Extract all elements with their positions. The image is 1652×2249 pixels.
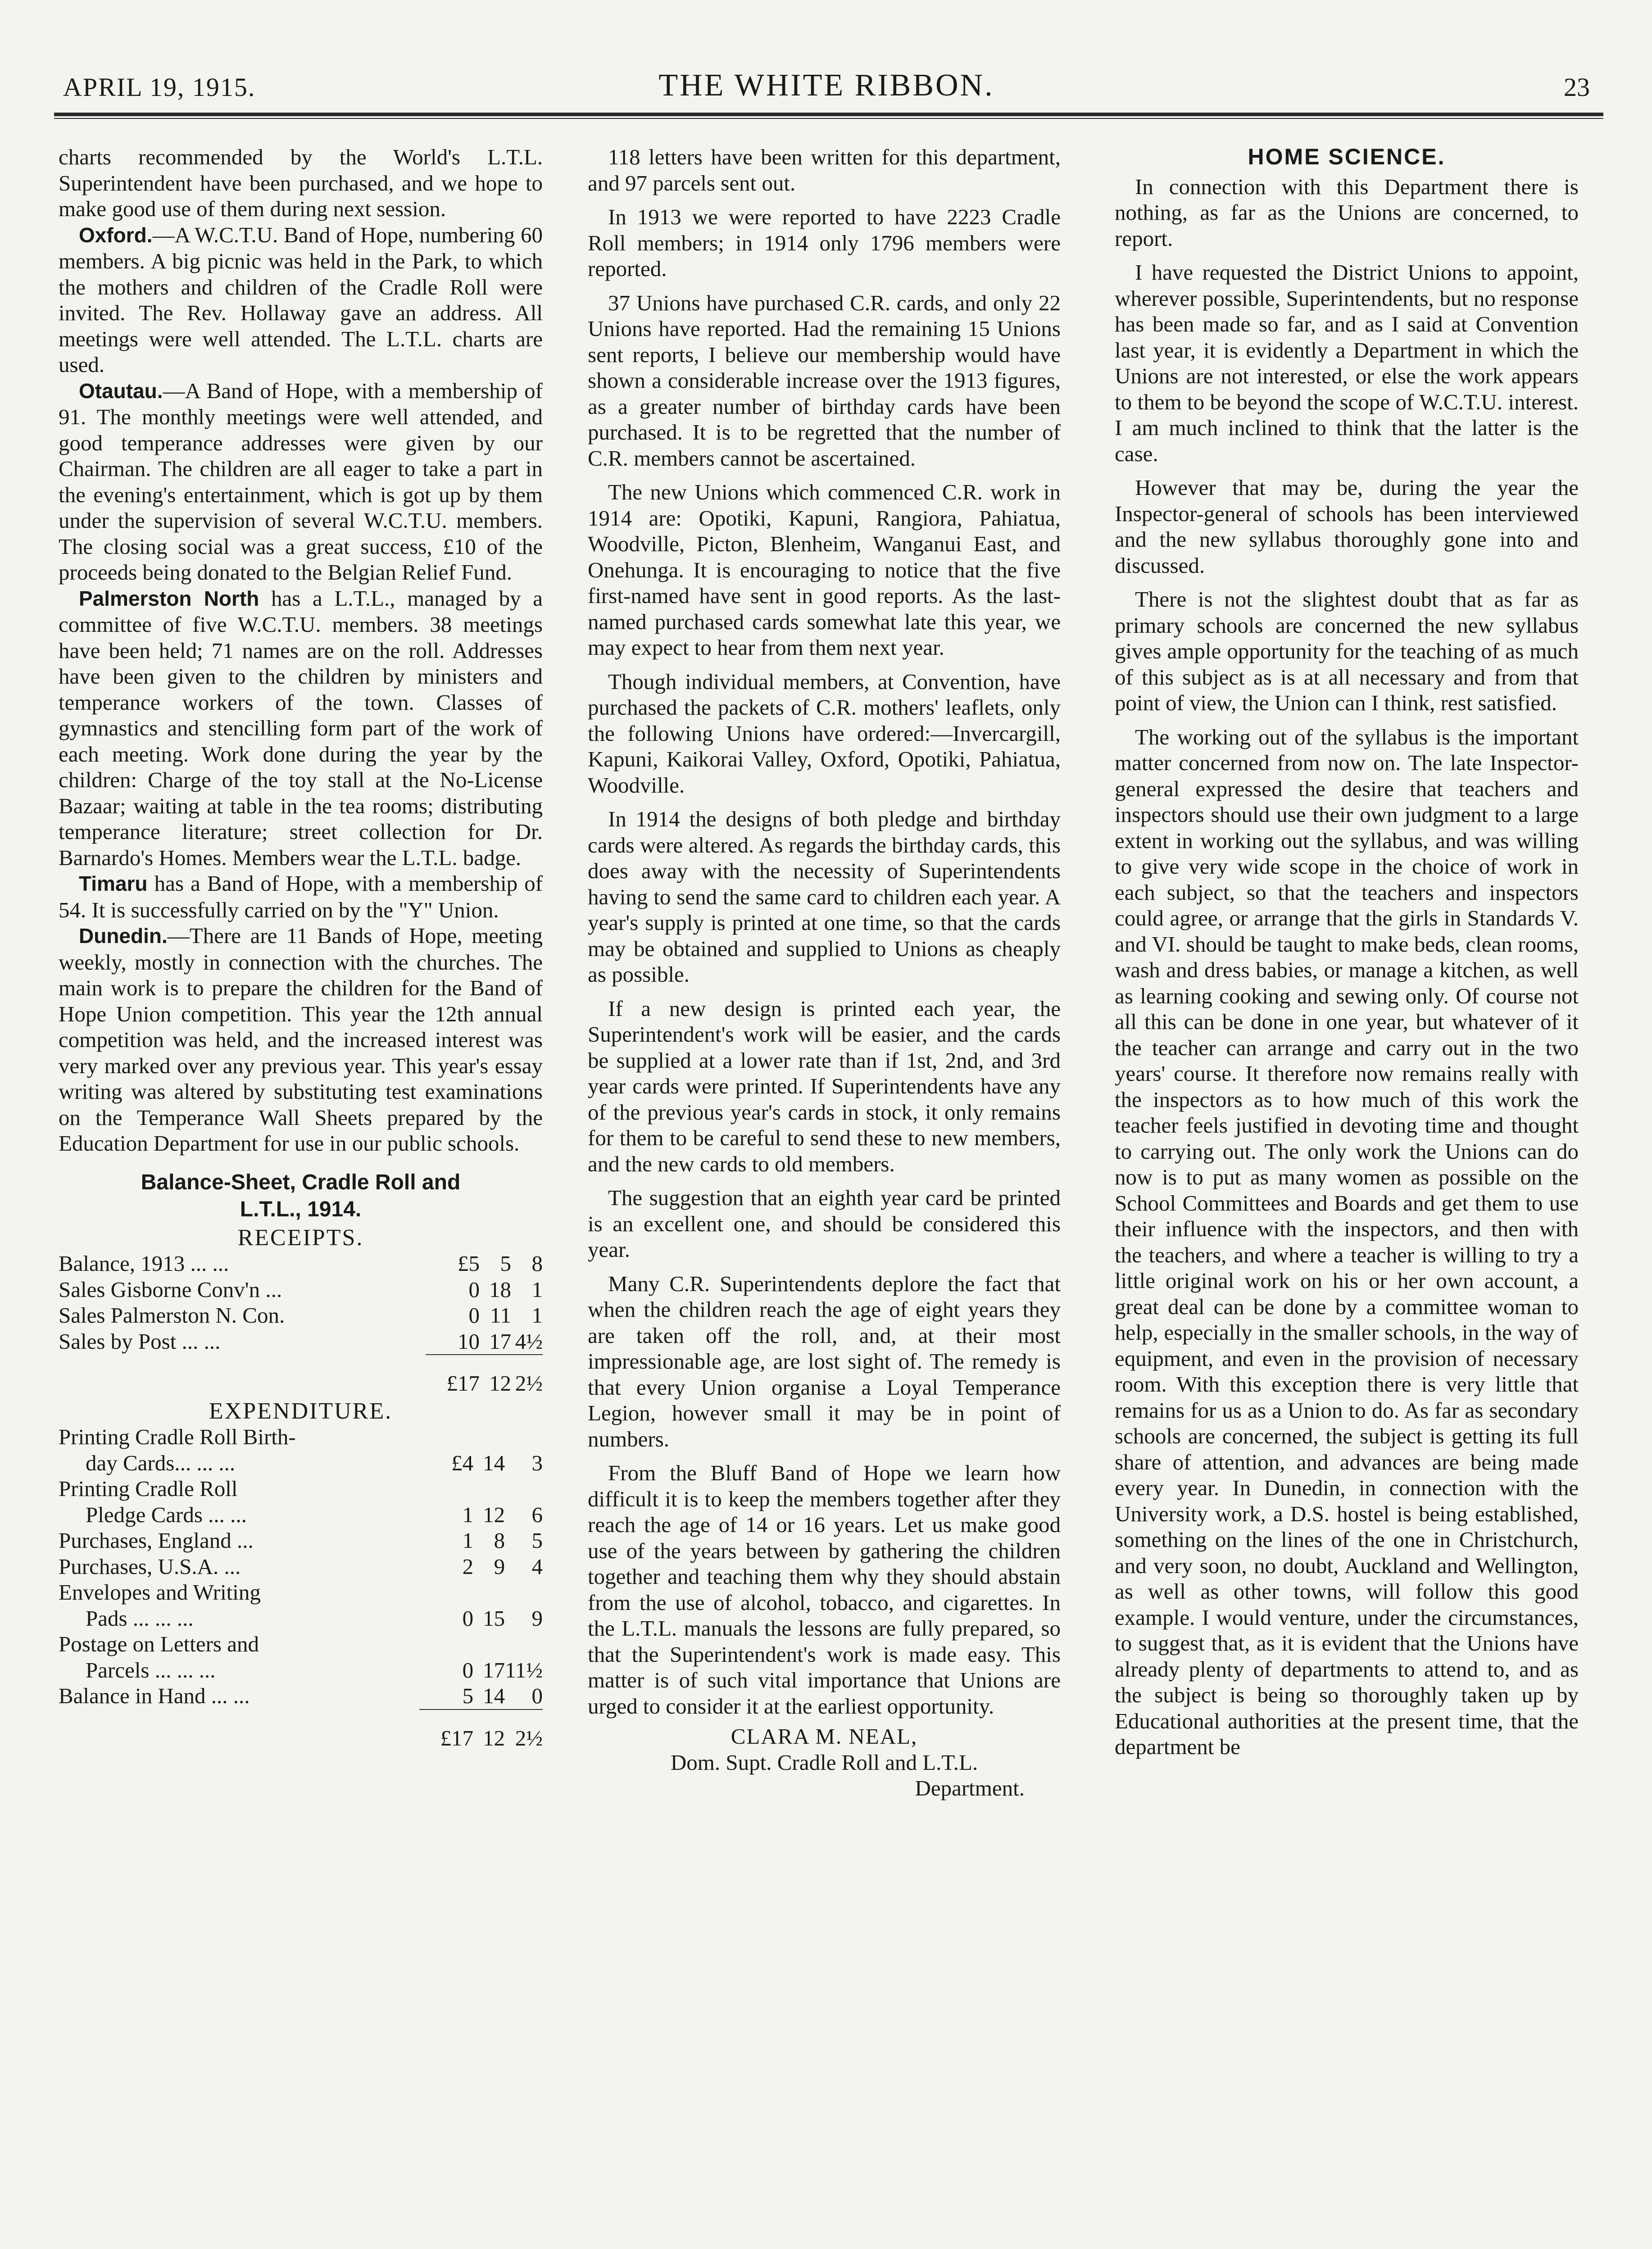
ledger-pence: 2½ <box>511 1355 543 1397</box>
paragraph: 37 Unions have purchased C.R. cards, and only 22 Unions have reported. Had the remaining 15 Unions sent reports, I believe our membership would have shown a considerable increase over the 1913 figures, as a greater number of birthday cards have been purchased. It is to be regretted that the number of C.R. members cannot be ascertained. <box>588 290 1061 471</box>
paragraph: The suggestion that an eighth year card be printed is an excellent one, and should be considered this year. <box>588 1185 1061 1262</box>
ledger-pounds: 0 <box>468 1277 480 1302</box>
ledger-pence: 1 <box>531 1303 543 1328</box>
ledger-label: Sales Palmerston N. Con. <box>59 1303 285 1328</box>
paragraph-otautau <box>59 378 543 585</box>
ledger-pounds <box>419 1424 473 1450</box>
ledger-pence: 8 <box>531 1251 543 1276</box>
ledger-pounds: 5 <box>462 1683 474 1708</box>
ledger-label: Pads ... ... ... <box>86 1605 194 1631</box>
ledger-row <box>59 1579 543 1605</box>
ledger-pence: 11½ <box>505 1657 543 1682</box>
paragraph: In 1913 we were reported to have 2223 Cradle Roll members; in 1914 only 1796 members were reported. <box>588 204 1061 281</box>
ledger-row <box>59 1502 543 1528</box>
ledger-row <box>59 1277 543 1303</box>
ledger-label <box>59 1709 419 1751</box>
ledger-pence: 6 <box>531 1502 543 1527</box>
ledger-label: Sales Gisborne Conv'n ... <box>59 1277 282 1302</box>
ledger-label: Pledge Cards ... ... <box>86 1502 247 1527</box>
paragraph: However that may be, during the year the Inspector-general of schools has been interviewed and the new syllabus thoroughly gone into and discussed. <box>1115 475 1579 578</box>
ledger-label <box>59 1355 426 1397</box>
ledger-pounds <box>419 1579 473 1605</box>
paragraph-palmerston <box>59 585 543 871</box>
ledger-row <box>59 1605 543 1632</box>
ledger-row <box>59 1683 543 1709</box>
timaru-text: has a Band of Hope, with a membership of 54. It is successfully carried on by the "Y" Union. <box>59 871 543 922</box>
page-number: 23 <box>1564 73 1590 102</box>
ledger-pounds: 2 <box>462 1554 474 1579</box>
publication-title: THE WHITE RIBBON. <box>658 68 994 103</box>
paragraph: From the Bluff Band of Hope we learn how difficult it is to keep the members together after they reach the age of 14 or 16 years. Let us make good use of the years between by gathering the children together and teaching them why they should abstain from the use of alcohol, tobacco, and cigarettes. In the L.T.L. manuals the lessons are fully prepared, so that the Superintendent's work is made easy. This matter is of such vital importance that Unions are urged to consider it at the earliest opportunity. <box>588 1460 1061 1718</box>
ledger-pence <box>505 1579 543 1605</box>
ledger-pounds: 0 <box>468 1303 480 1328</box>
paragraph-charts: charts recommended by the World's L.T.L. Superintendent have been purchased, and we hope to make good use of them during next session. <box>59 145 543 221</box>
ledger-shillings <box>473 1424 505 1450</box>
ledger-shillings: 12 <box>483 1502 505 1527</box>
ledger-label: Purchases, U.S.A. ... <box>59 1554 241 1579</box>
ledger-shillings: 15 <box>483 1605 505 1631</box>
ledger-label: Balance in Hand ... ... <box>59 1683 250 1708</box>
column-2 <box>588 144 1061 2225</box>
signature-department: Department. <box>915 1776 1025 1800</box>
ledger-shillings: 8 <box>494 1528 505 1553</box>
ledger-pence: 4 <box>531 1554 543 1579</box>
ledger-shillings <box>473 1476 505 1502</box>
ledger-label: Envelopes and Writing <box>59 1580 261 1605</box>
ledger-row <box>59 1329 543 1355</box>
column-3 <box>1115 144 1579 2225</box>
signature-title: Dom. Supt. Cradle Roll and L.T.L. <box>670 1750 978 1775</box>
ledger-pounds: £17 <box>419 1709 473 1751</box>
ledger-row <box>59 1657 543 1683</box>
ledger-pounds <box>419 1631 473 1657</box>
ledger-row <box>59 1554 543 1580</box>
receipts-table <box>59 1251 543 1397</box>
ledger-shillings: 12 <box>473 1709 505 1751</box>
paragraph: Many C.R. Superintendents deplore the fact that when the children reach the age of eight years they are taken off the roll, and, at their most impressionable age, are lost sight of. The remedy is that every Union organise a Loyal Temperance Legion, however small it may be in point of numbers. <box>588 1271 1061 1451</box>
ledger-pence: 3 <box>531 1450 543 1475</box>
place-name-otautau: Otautau. <box>79 379 163 403</box>
expenditure-table <box>59 1424 543 1751</box>
ledger-label: Balance, 1913 ... ... <box>59 1251 229 1276</box>
ledger-pounds: £5 <box>458 1251 480 1276</box>
receipts-heading: RECEIPTS. <box>237 1224 364 1251</box>
balance-sheet-title-line1: Balance-Sheet, Cradle Roll and <box>141 1170 461 1194</box>
palmerston-text: has a L.T.L., managed by a committee of five W.C.T.U. members. 38 meetings have been held; 71 names are on the roll. Addresses have been given to the children by ministers and temperance workers of the town. Classes of gymnastics and stencilling form part of the work of each meeting. Work done during the year by the children: Charge of the toy stall at the No-License Bazaar; waiting at table in the tea rooms; distributing temperance literature; street collection for Dr. Barnardo's Homes. Members wear the L.T.L. badge. <box>59 585 543 870</box>
place-name-dunedin: Dunedin. <box>79 924 168 948</box>
ledger-shillings <box>473 1579 505 1605</box>
ledger-shillings: 18 <box>489 1277 511 1302</box>
ledger-pence: 4½ <box>515 1329 543 1354</box>
place-name-timaru: Timaru <box>79 872 148 895</box>
balance-sheet-title-line2: L.T.L., 1914. <box>240 1197 362 1221</box>
paragraph-timaru <box>59 871 543 923</box>
paragraph: The working out of the syllabus is the important matter concerned from now on. The late Inspector-general expressed the desire that teachers and inspectors should use their own judgment to a large extent in working out the syllabus, and was willing to give very wide scope in the choice of work in each subject, so that the teachers and inspectors could agree, or arrange that the girls in Standards V. and VI. should be taught to make beds, clean rooms, wash and dress babies, or manage a kitchen, as well as learning cooking and sewing only. Of course not all this can be done in one year, but whatever of it the teacher can arrange and carry out in the two years' course. It therefore now remains really with the inspectors as to how much of this work the teacher feels justified in devoting time and thought to carrying out. The only work the Unions can do now is to put as many women as possible on the School Committees and Boards and get them to use their influence with the inspectors, and then with the teachers, and where a teacher is willing to try a little original work on his or her own account, a great deal can be done by a committee woman to help, especially in the smaller schools, in the way of equipment, and even in the provision of necessary room. With this exception there is very little that remains for us as a Union to do. As far as secondary schools are concerned, the subject is getting its full share of attention, and advances are being made every year. In Dunedin, in connection with the University work, a D.S. hostel is being established, something on the lines of the one in Christchurch, and very soon, no doubt, Auckland and Wellington, as well as other towns, will follow this good example. I would venture, under the circumstances, to suggest that, as it is evident that the Unions have already plenty of departments to attend to, and as the subject is being so thoroughly taken up by Educational authorities at the present time, that the department be <box>1115 724 1579 1759</box>
ledger-shillings: 5 <box>500 1251 511 1276</box>
ledger-shillings <box>473 1631 505 1657</box>
ledger-label: Purchases, England ... <box>59 1528 254 1553</box>
ledger-row <box>59 1355 543 1397</box>
otautau-text: —A Band of Hope, with a membership of 91. The monthly meetings were well attended, and good temperance addresses were given by our Chairman. The children are all eager to take a part in the evening's entertainment, which is got up by them under the supervision of several W.C.T.U. members. The closing social was a great success, £10 of the proceeds being donated to the Belgian Relief Fund. <box>59 378 543 585</box>
dunedin-text: —There are 11 Bands of Hope, meeting weekly, mostly in connection with the churches. The main work is to prepare the children for the Band of Hope Union competition. This year the 12th annual competition was held, and the increased interest was very marked over any previous year. This year's essay writing was altered by substituting test examinations on the Temperance Wall Sheets prepared by the Education Department for use in our public schools. <box>59 923 543 1156</box>
ledger-shillings: 17 <box>483 1657 505 1682</box>
ledger-pounds: 1 <box>462 1528 474 1553</box>
ledger-pence: 1 <box>531 1277 543 1302</box>
ledger-pounds: £17 <box>426 1355 480 1397</box>
ledger-label: Printing Cradle Roll <box>59 1476 238 1501</box>
ledger-pounds: 10 <box>458 1329 480 1354</box>
paragraph: The new Unions which commenced C.R. work in 1914 are: Opotiki, Kapuni, Rangiora, Pahiatua, Woodville, Picton, Blenheim, Wanganui East, and Onehunga. It is encouraging to notice that the five first-named have sent in good reports. As the last-named purchased cards somewhat late this year, we may expect to hear from them next year. <box>588 480 1061 660</box>
ledger-pence: 2½ <box>505 1709 543 1751</box>
ledger-shillings: 17 <box>489 1329 511 1354</box>
ledger-pounds: £4 <box>451 1450 474 1475</box>
header-rule-thin <box>54 118 1603 119</box>
paragraph: Though individual members, at Convention, have purchased the packets of C.R. mothers' leaflets, only the following Unions have ordered:—Invercargill, Kapuni, Kaikorai Valley, Oxford, Opotiki, Pahiatua, Woodville. <box>588 669 1061 798</box>
ledger-pence <box>505 1631 543 1657</box>
balance-sheet-title <box>59 1169 543 1223</box>
ledger-pounds: 1 <box>462 1502 474 1527</box>
section-heading-home-science: HOME SCIENCE. <box>1248 144 1446 169</box>
ledger-label: day Cards... ... ... <box>86 1450 236 1475</box>
paragraph: In connection with this Department there is nothing, as far as the Unions are concerned, to report. <box>1115 174 1579 251</box>
ledger-row <box>59 1528 543 1554</box>
place-name-oxford: Oxford. <box>79 223 153 247</box>
paragraph-dunedin <box>59 923 543 1156</box>
place-name-palmerston: Palmerston North <box>79 586 259 610</box>
header-rule <box>54 113 1603 116</box>
ledger-label: Postage on Letters and <box>59 1632 259 1656</box>
ledger-pence <box>505 1424 543 1450</box>
expenditure-heading: EXPENDITURE. <box>209 1398 393 1424</box>
issue-date: APRIL 19, 1915. <box>63 73 256 102</box>
page-header <box>63 68 1590 117</box>
paragraph: There is not the slightest doubt that as far as primary schools are concerned the new syllabus gives ample opportunity for the teaching of as much of this subject as is at all necessary and from that point of view, the Union can I think, rest satisfied. <box>1115 587 1579 715</box>
paragraph: If a new design is printed each year, the Superintendent's work will be easier, and the cards be supplied at a lower rate than if 1st, 2nd, and 3rd year cards were printed. If Superintendents have any of the previous year's cards in stock, it only remains for them to be careful to send these to new members, and the new cards to old members. <box>588 996 1061 1176</box>
signature-name: CLARA M. NEAL, <box>731 1724 918 1749</box>
ledger-row <box>59 1424 543 1450</box>
ledger-label: Sales by Post ... ... <box>59 1329 221 1354</box>
ledger-shillings: 11 <box>490 1303 511 1328</box>
paragraph-oxford <box>59 222 543 378</box>
ledger-row <box>59 1709 543 1751</box>
ledger-label: Parcels ... ... ... <box>86 1657 216 1682</box>
ledger-shillings: 9 <box>494 1554 505 1579</box>
ledger-row <box>59 1631 543 1657</box>
ledger-row <box>59 1251 543 1277</box>
ledger-row <box>59 1450 543 1476</box>
ledger-row <box>59 1476 543 1502</box>
ledger-label: Printing Cradle Roll Birth- <box>59 1424 296 1449</box>
ledger-shillings: 14 <box>483 1683 505 1708</box>
paragraph: I have requested the District Unions to appoint, wherever possible, Superintendents, but no response has been made so far, and as I said at Convention last year, it is evidently a Department in which the Unions are not interested, or else the work appears to them to be beyond the scope of W.C.T.U. interest. I am much inclined to think that the latter is the case. <box>1115 260 1579 466</box>
ledger-pounds <box>419 1476 473 1502</box>
ledger-pounds: 0 <box>462 1605 474 1631</box>
ledger-pounds: 0 <box>462 1657 474 1682</box>
column-1 <box>59 144 543 2225</box>
ledger-shillings: 14 <box>483 1450 505 1475</box>
ledger-pence: 9 <box>531 1605 543 1631</box>
ledger-shillings: 12 <box>480 1355 511 1397</box>
paragraph: 118 letters have been written for this department, and 97 parcels sent out. <box>588 145 1061 195</box>
ledger-pence: 5 <box>531 1528 543 1553</box>
oxford-text: —A W.C.T.U. Band of Hope, numbering 60 members. A big picnic was held in the Park, to which the mothers and children of the Cradle Roll were invited. The Rev. Hollaway gave an address. All meetings were well attended. The L.T.L. charts are used. <box>59 222 543 377</box>
ledger-pence: 0 <box>531 1683 543 1708</box>
ledger-row <box>59 1302 543 1329</box>
ledger-pence <box>505 1476 543 1502</box>
paragraph: In 1914 the designs of both pledge and birthday cards were altered. As regards the birthday cards, this does away with the necessity of Superintendents having to send the same card to children each year. A year's supply is printed at one time, so that the cards may be obtained and supplied to Unions as cheaply as possible. <box>588 807 1061 987</box>
